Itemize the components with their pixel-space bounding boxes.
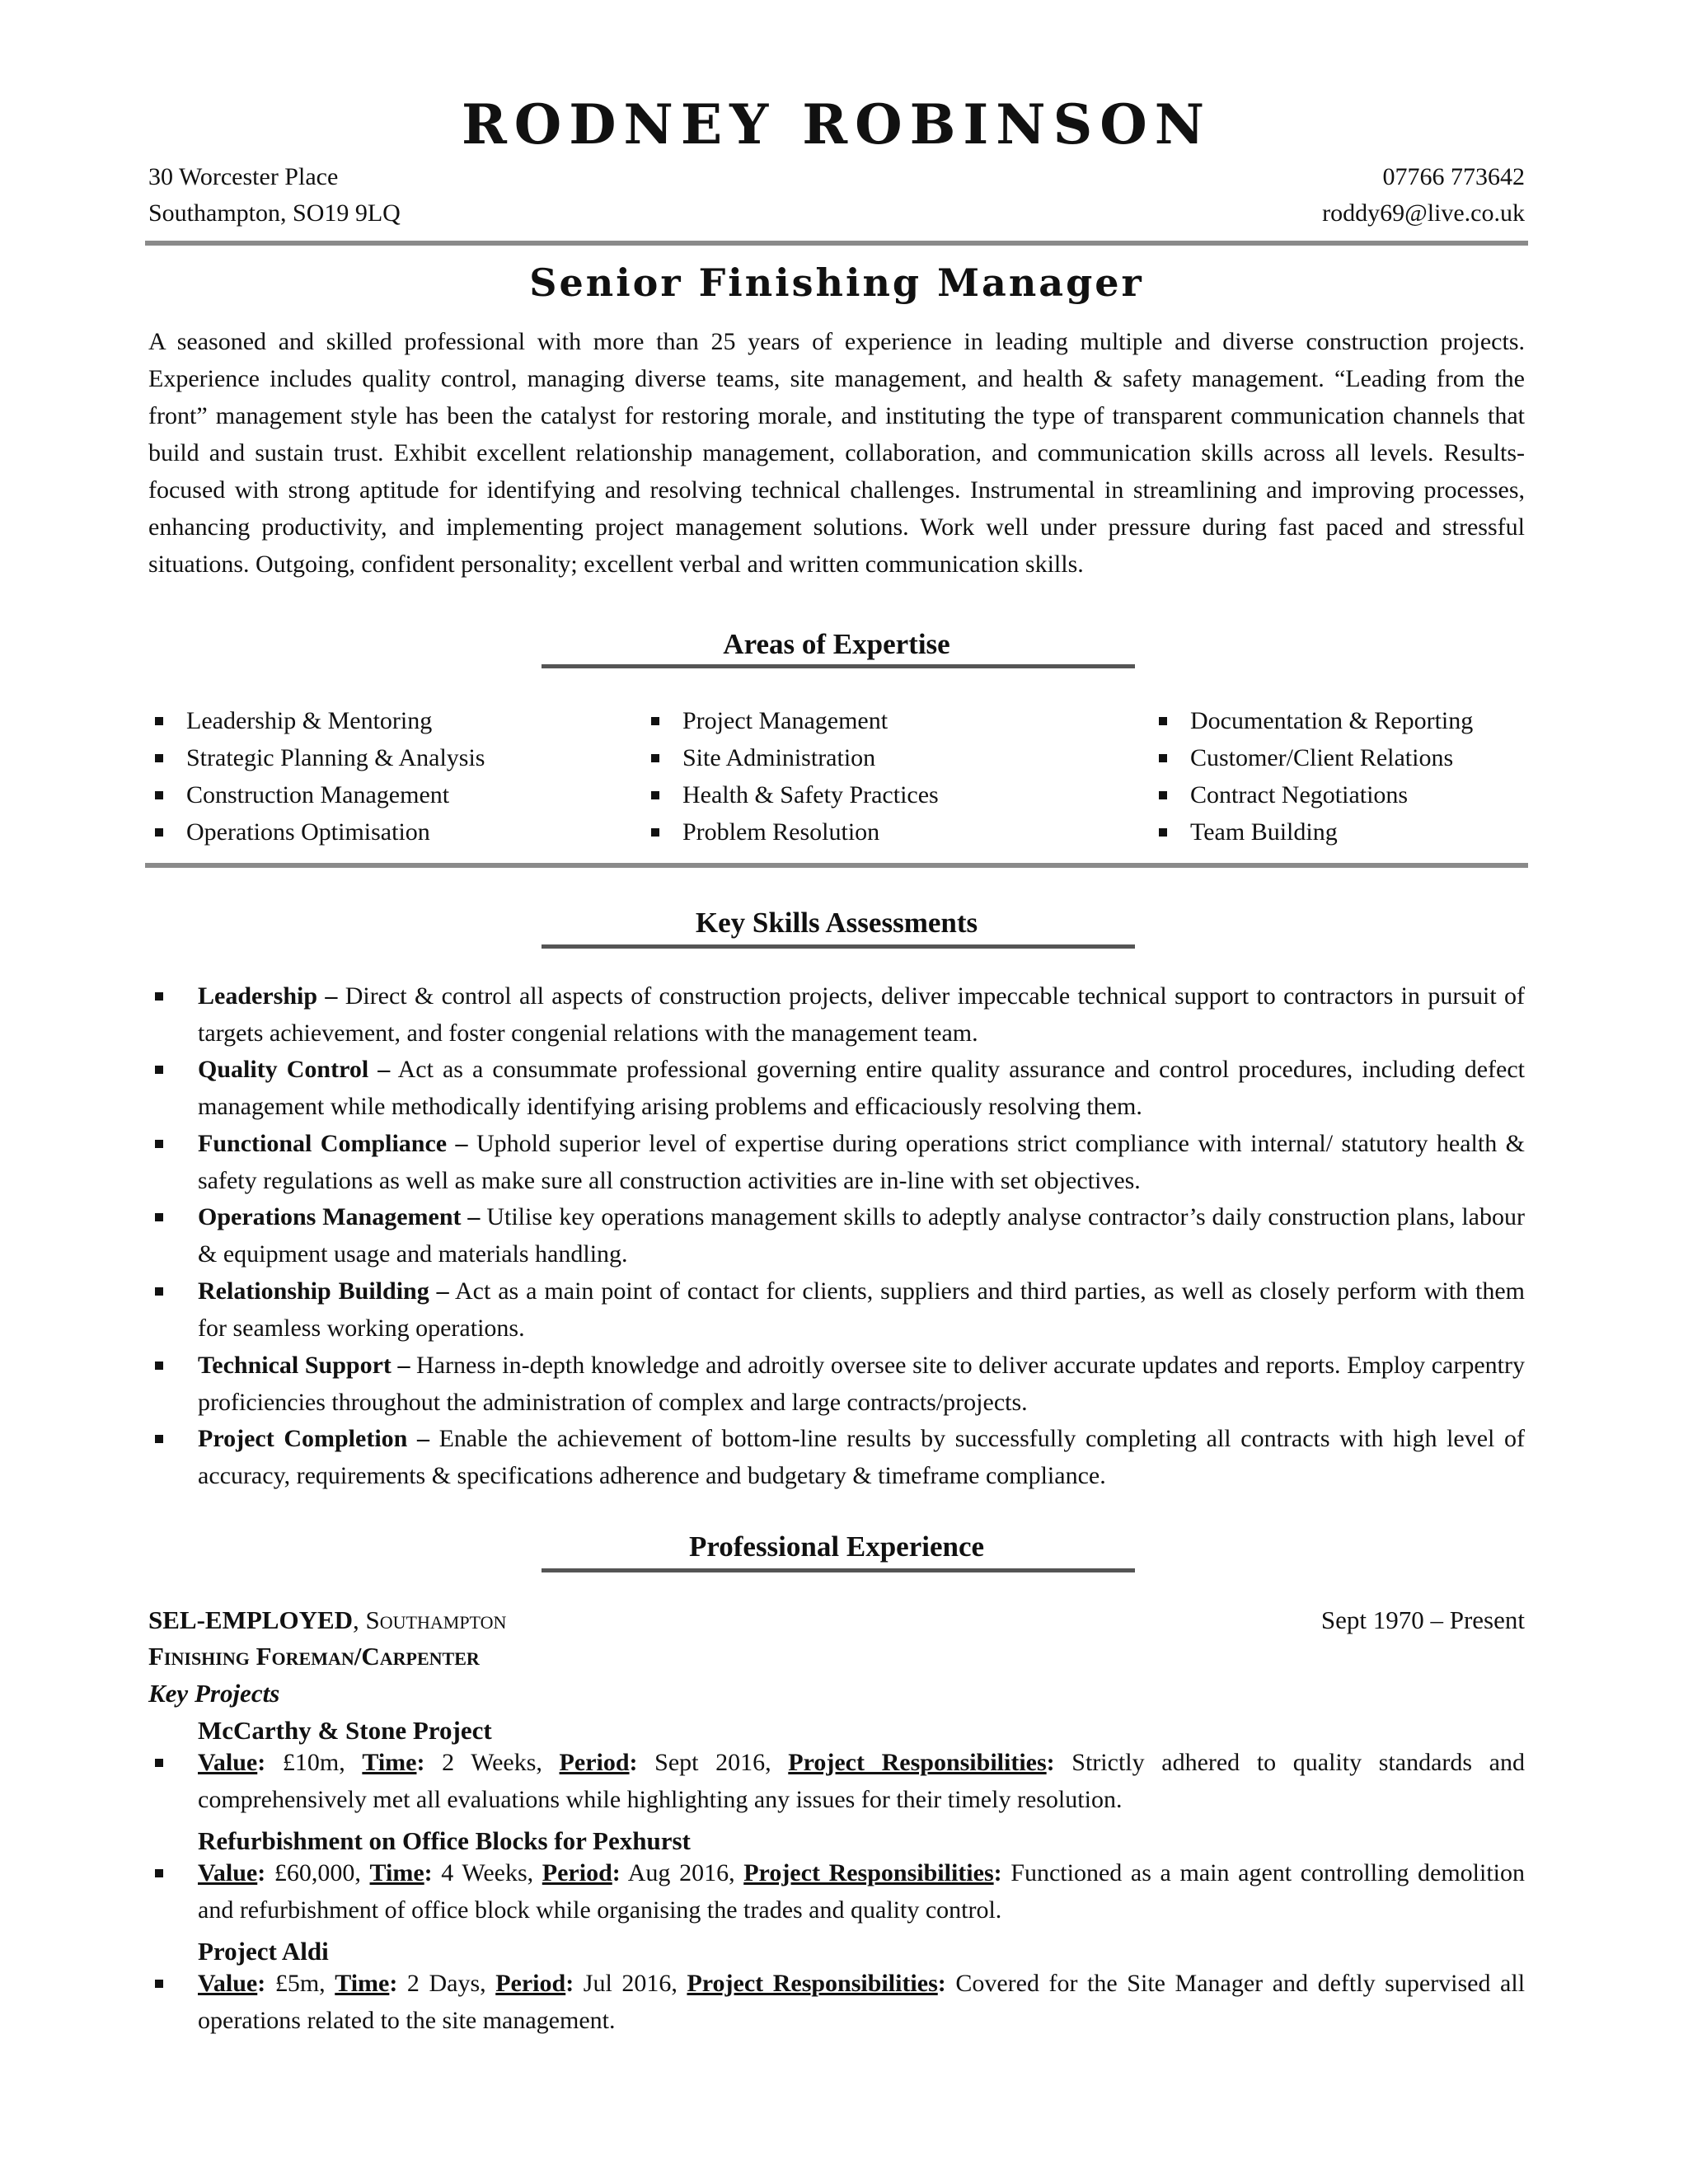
experience-heading: Professional Experience <box>688 1530 985 1563</box>
skill-text: Direct & control all aspects of construction projects, deliver impeccable technical support to contractors in pursuit of targets achievement, and foster congenial relations with the management team. <box>198 982 1525 1047</box>
project-details: Value: £5m, Time: 2 Days, Period: Jul 2016, Project Responsibilities: Covered for the Site Manager and deftly supervised all operations related to the site management. <box>148 1965 1525 2039</box>
bullet-icon <box>155 1140 163 1148</box>
bullet-icon <box>651 717 659 725</box>
skill-item <box>148 977 1525 1052</box>
expertise-column-1 <box>148 702 485 851</box>
expertise-item: Documentation & Reporting <box>1152 702 1473 739</box>
expertise-item: Construction Management <box>148 776 485 813</box>
bullet-icon <box>651 828 659 837</box>
skill-item <box>148 1272 1525 1347</box>
skill-label: Relationship Building – <box>198 1277 449 1305</box>
bullet-icon <box>155 992 163 1001</box>
phone-number: 07766 773642 <box>1382 163 1525 190</box>
expertise-item: Strategic Planning & Analysis <box>148 739 485 776</box>
skill-label: Functional Compliance – <box>198 1130 468 1157</box>
candidate-name: RODNEY ROBINSON <box>461 92 1212 157</box>
expertise-heading-underline <box>542 664 1135 668</box>
skills-heading: Key Skills Assessments <box>695 907 978 939</box>
bullet-icon <box>1159 754 1167 762</box>
skill-label: Technical Support – <box>198 1352 410 1379</box>
bullet-icon <box>651 754 659 762</box>
bullet-icon <box>155 828 163 837</box>
job-title: Senior Finishing Manager <box>529 260 1144 305</box>
expertise-item: Site Administration <box>645 739 939 776</box>
skill-label: Leadership – <box>198 982 338 1010</box>
expertise-item: Team Building <box>1152 813 1473 851</box>
project-title: McCarthy & Stone Project <box>198 1716 492 1745</box>
employer-line: SEL-EMPLOYED, Southampton <box>148 1605 507 1634</box>
skills-heading-underline <box>542 944 1135 949</box>
expertise-item: Problem Resolution <box>645 813 939 851</box>
skill-text: Uphold superior level of expertise during operations strict compliance with internal/ statutory health & safety regulations as well as make sure all construction activities are in-line with set objectives. <box>198 1130 1525 1194</box>
bullet-icon <box>155 1435 163 1443</box>
skill-text: Utilise key operations management skills to adeptly analyse contractor’s daily construction plans, labour & equipment usage and materials handling. <box>198 1203 1525 1268</box>
skill-item <box>148 1198 1525 1272</box>
skill-item <box>148 1125 1525 1199</box>
project-details: Value: £10m, Time: 2 Weeks, Period: Sept 2016, Project Responsibilities: Strictly adhered to quality standards and comprehensively met all evaluations while highlighting any issues for their timely resolution. <box>148 1744 1525 1818</box>
skill-label: Quality Control – <box>198 1056 391 1083</box>
role-title: Finishing Foreman/Carpenter <box>148 1642 480 1671</box>
bullet-icon <box>155 1066 163 1074</box>
skill-text: Harness in-depth knowledge and adroitly oversee site to deliver accurate updates and reports. Employ carpentry proficiencies throughout the administration of complex and large contracts/projects. <box>198 1352 1525 1416</box>
expertise-item: Contract Negotiations <box>1152 776 1473 813</box>
bullet-icon <box>155 1869 163 1877</box>
expertise-item: Customer/Client Relations <box>1152 739 1473 776</box>
key-projects-label: Key Projects <box>148 1679 280 1708</box>
expertise-column-3 <box>1152 702 1473 851</box>
bullet-icon <box>155 754 163 762</box>
skill-text: Enable the achievement of bottom-line results by successfully completing all contracts with high level of accuracy, requirements & specifications adherence and budgetary & timeframe compliance. <box>198 1425 1525 1489</box>
bullet-icon <box>155 1287 163 1296</box>
skill-text: Act as a consummate professional governing entire quality assurance and control procedures, including defect management while methodically identifying arising problems and efficaciously resolving them. <box>198 1056 1525 1120</box>
bullet-icon <box>155 1361 163 1370</box>
bullet-icon <box>651 791 659 799</box>
expertise-item: Leadership & Mentoring <box>148 702 485 739</box>
employment-dates: Sept 1970 – Present <box>1320 1605 1525 1634</box>
bullet-icon <box>1159 717 1167 725</box>
project-details: Value: £60,000, Time: 4 Weeks, Period: Aug 2016, Project Responsibilities: Functioned as a main agent controlling demolition and refurbishment of office block while organising the trades and quality control. <box>148 1854 1525 1929</box>
expertise-divider <box>145 863 1528 868</box>
bullet-icon <box>155 1213 163 1221</box>
bullet-icon <box>1159 791 1167 799</box>
skill-label: Operations Management – <box>198 1203 481 1230</box>
employer-location: Southampton <box>365 1605 507 1634</box>
experience-heading-underline <box>542 1568 1135 1572</box>
professional-summary: A seasoned and skilled professional with more than 25 years of experience in leading multiple and diverse construction projects. Experience includes quality control, managing diverse teams, site management, and health & safety management. “Leading from the front” management style has been the catalyst for restoring morale, and instituting the type of transparent communication channels that build and sustain trust. Exhibit excellent relationship management, collaboration, and communication skills across all levels. Results-focused with strong aptitude for identifying and resolving technical challenges. Instrumental in streamlining and improving processes, enhancing productivity, and implementing project management solutions. Work well under pressure during fast paced and stressful situations. Outgoing, confident personality; excellent verbal and written communication skills. <box>148 328 1525 578</box>
bullet-icon <box>1159 828 1167 837</box>
expertise-item: Health & Safety Practices <box>645 776 939 813</box>
project-title: Project Aldi <box>198 1937 329 1966</box>
bullet-icon <box>155 1980 163 1988</box>
skill-label: Project Completion – <box>198 1425 429 1452</box>
email-address: roddy69@live.co.uk <box>1322 199 1525 227</box>
project-title: Refurbishment on Office Blocks for Pexhurst <box>198 1826 691 1855</box>
bullet-icon <box>155 791 163 799</box>
skill-text: Act as a main point of contact for clients, suppliers and third parties, as well as closely perform with them for seamless working operations. <box>198 1277 1525 1342</box>
skill-item <box>148 1420 1525 1494</box>
expertise-item: Project Management <box>645 702 939 739</box>
bullet-icon <box>155 717 163 725</box>
address-line-1: 30 Worcester Place <box>148 163 339 190</box>
skill-item <box>148 1347 1525 1421</box>
skill-item <box>148 1051 1525 1125</box>
bullet-icon <box>155 1759 163 1767</box>
expertise-item: Operations Optimisation <box>148 813 485 851</box>
employer-name: SEL-EMPLOYED <box>148 1605 354 1634</box>
expertise-column-2 <box>645 702 939 851</box>
expertise-heading: Areas of Expertise <box>723 628 950 660</box>
header-divider <box>145 241 1528 246</box>
address-line-2: Southampton, SO19 9LQ <box>148 199 401 227</box>
